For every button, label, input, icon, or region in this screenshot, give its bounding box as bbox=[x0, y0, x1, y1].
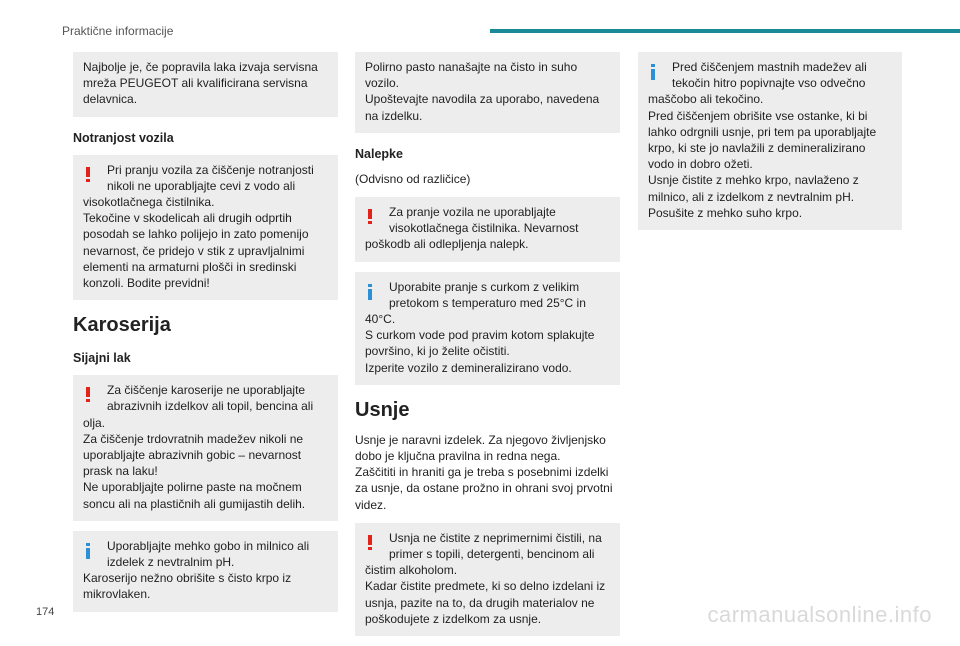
note-box-polish bbox=[355, 52, 620, 133]
info-icon bbox=[651, 64, 655, 79]
section-title-leather: Usnje bbox=[355, 398, 410, 421]
note-box-repair bbox=[73, 52, 338, 117]
info-box-leather-care bbox=[638, 52, 902, 230]
note-text: Polirno pasto nanašajte na čisto in suho vozilo. Upoštevajte navodila za uporabo, navedena na izdelku. bbox=[365, 60, 600, 123]
info-text-first: Uporabite pranje s curkom z velikim pretokom s temperaturo med 25°C in bbox=[389, 279, 586, 310]
warning-text-first: Usnja ne čistite z neprimernimi čistili, na primer s topili, detergenti, bencinom ali bbox=[389, 530, 602, 562]
page-number: 174 bbox=[36, 606, 55, 618]
info-box-jet-wash bbox=[355, 272, 620, 385]
note-text: Najbolje je, če popravila laka izvaja servisna mreža PEUGEOT ali kvalificirana servisna delavnica. bbox=[83, 60, 318, 107]
info-text-rest: Karoserijo nežno obrišite s čisto krpo iz mikrovlaken. bbox=[83, 571, 292, 602]
info-icon bbox=[86, 543, 90, 558]
info-text-first: Uporabljajte mehko gobo in milnico ali izdelek z nevtralnim pH. bbox=[107, 538, 310, 570]
warning-icon bbox=[368, 535, 372, 549]
header-accent-bar bbox=[490, 29, 960, 33]
heading-interior: Notranjost vozila bbox=[73, 130, 174, 145]
header-title: Praktične informacije bbox=[62, 24, 174, 38]
warning-text-first: Za čiščenje karoserije ne uporabljajte abrazivnih izdelkov ali topil, bencina ali bbox=[107, 383, 314, 414]
warning-text-rest: čistim alkoholom. Kadar čistite predmete, ki so delno izdelani iz usnja, pazite na to, da drugih materialov ne poškodujete z izdelkom za usnje. bbox=[365, 563, 606, 626]
info-text-first: Pred čiščenjem mastnih madežev ali tekočin hitro popivnajte vso odvečno bbox=[672, 60, 867, 91]
stickers-note: (Odvisno od različice) bbox=[355, 171, 471, 186]
info-icon bbox=[368, 284, 372, 299]
section-title-body: Karoserija bbox=[73, 314, 171, 337]
watermark: carmanualsonline.info bbox=[707, 602, 932, 627]
warning-icon bbox=[86, 387, 90, 401]
warning-box-leather bbox=[355, 523, 620, 636]
column-middle bbox=[355, 52, 620, 646]
column-right bbox=[638, 52, 902, 240]
warning-icon bbox=[368, 209, 372, 223]
warning-box-interior bbox=[73, 155, 338, 301]
warning-text-rest: olja. Za čiščenje trdovratnih madežev nikoli ne uporabljajte abrazivnih gobic – nevarnost prask na laku! Ne uporabljajte polirne paste na močnem soncu ali na plastičnih ali gumijastih delih. bbox=[83, 415, 306, 511]
warning-text-first: Pri pranju vozila za čiščenje notranjosti nikoli ne uporabljajte cevi z vodo ali bbox=[107, 162, 314, 193]
warning-icon bbox=[86, 167, 90, 181]
info-text-rest: 40°C. S curkom vode pod pravim kotom splakujte površino, ki jo želite očistiti. Izperite vozilo z demineralizirano vodo. bbox=[365, 312, 595, 375]
warning-text-rest: visokotlačnega čistilnika. Tekočine v skodelicah ali drugih odprtih posodah se lahko polijejo in zato pomenijo nevarnost, če pridejo v stik z upravljalnimi elementi na armaturni plošči in sredinski konzoli. Bodite previdni! bbox=[83, 195, 309, 291]
info-box-sponge bbox=[73, 531, 338, 612]
leather-intro: Usnje je naravni izdelek. Za njegovo življenjsko dobo je ključna pravilna in redna nega. Zaščititi in hraniti ga je treba s posebnimi izdelki za usnje, da ostane prožno in ohrani svoj prvotni videz. bbox=[355, 432, 613, 512]
warning-text-first: Za pranje vozila ne uporabljajte visokotlačnega čistilnika. Nevarnost bbox=[389, 205, 579, 236]
warning-text-rest: poškodb ali odlepljenja nalepk. bbox=[365, 237, 529, 252]
heading-gloss-paint: Sijajni lak bbox=[73, 351, 131, 366]
column-left bbox=[73, 52, 338, 622]
warning-box-paint bbox=[73, 375, 338, 521]
heading-stickers: Nalepke bbox=[355, 146, 403, 161]
warning-box-stickers bbox=[355, 197, 620, 262]
info-text-rest: maščobo ali tekočino. Pred čiščenjem obrišite vse ostanke, ki bi lahko odrgnili usnje, pri tem pa uporabljajte krpo, ki ste jo navlažili z demineraliziranо vodo in dobro ožeti. Usnje čistite z mehko krpo, navlaženo z milnico, ali z izdelkom z nevtralnim pH. Posušite z mehko suho krpo. bbox=[648, 92, 877, 220]
